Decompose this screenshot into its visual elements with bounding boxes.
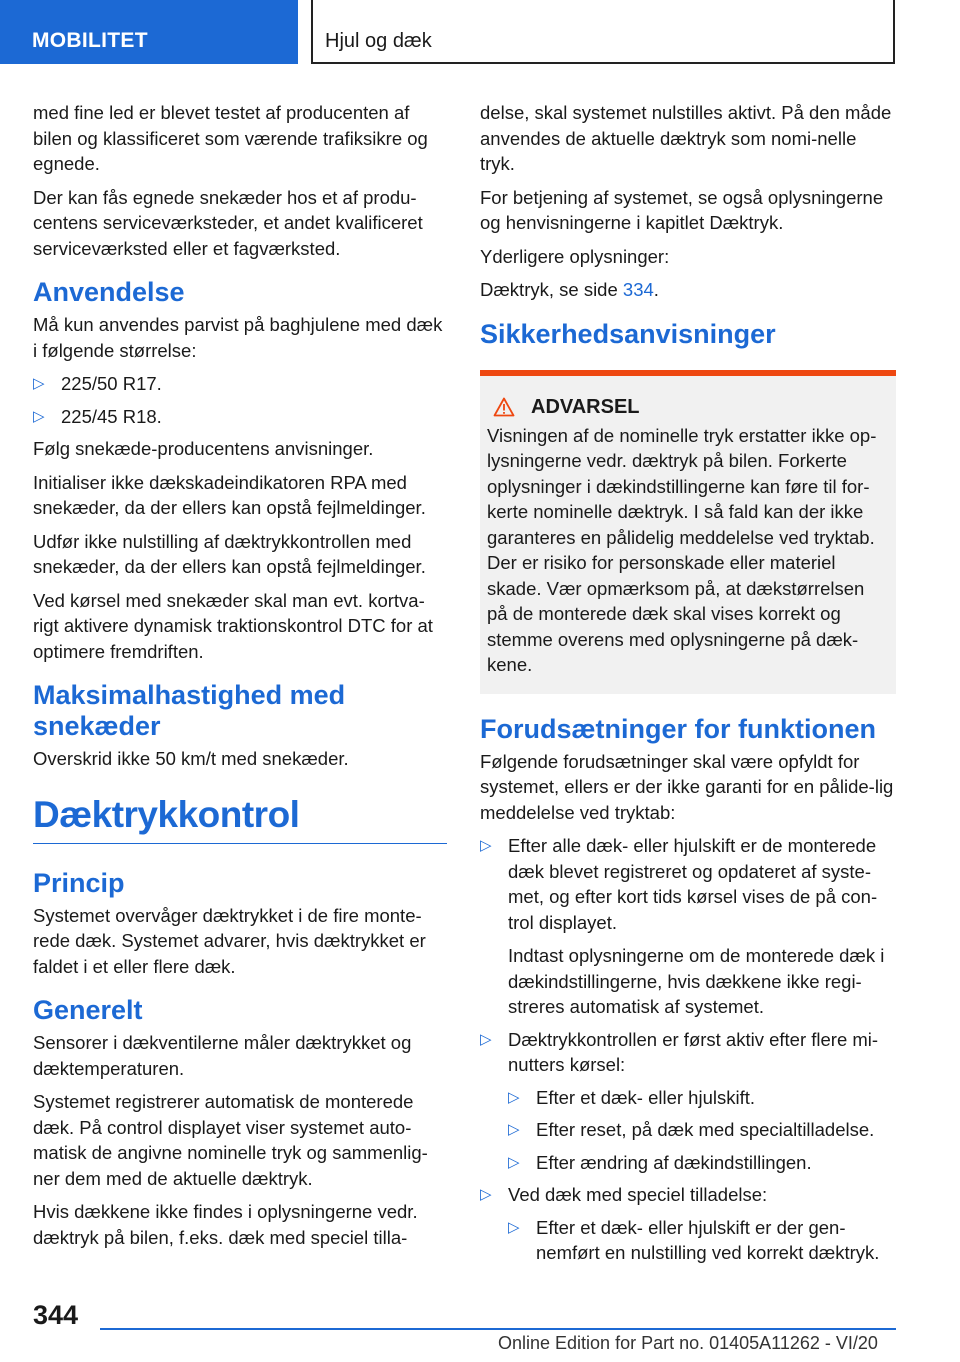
paragraph: Følg snekæde-producentens anvisninger. [33,438,374,459]
heading-generelt: Generelt [33,995,143,1025]
right-column [480,100,896,1273]
paragraph: Overskrid ikke 50 km/t med snekæder. [33,748,349,769]
bullet-triangle-icon: ▷ [508,1153,520,1171]
left-column [33,100,447,1258]
warning-triangle-icon [493,397,515,417]
paragraph: med fine led er blevet testet af producenten af bilen og klassificeret som værende trafiksikre og egnede. [33,102,428,174]
topic-tab: Hjul og dæk [311,0,895,64]
section-tab: MOBILITET [0,0,298,64]
bullet-triangle-icon: ▷ [480,837,492,854]
paragraph: Udfør ikke nulstilling af dæktrykkontrollen med snekæder, da der ellers kan opstå fejlmeldinger. [33,530,426,577]
footer-rule [100,1328,896,1330]
heading-princip: Princip [33,867,125,898]
warning-label: ADVARSEL [531,395,640,418]
paragraph: For betjening af systemet, se også oplysningerne og henvisningerne i kapitlet Dæktryk. [480,186,884,233]
sub-list-item: ▷ Efter et dæk- eller hjulskift. [508,1085,896,1111]
bullet-triangle-icon: ▷ [33,375,45,392]
list-item: ▷ 225/50 R17. [33,371,447,397]
paragraph: Initialiser ikke dækskadeindikatoren RPA med snekæder, da der ellers kan opstå fejlmeldinger. [33,471,426,518]
paragraph: Hvis dækkene ikke findes i oplysningerne vedr. dæktryk på bilen, f.eks. dæk med speciel tilla- [33,1201,418,1248]
paragraph: delse, skal systemet nulstilles aktivt. På den måde anvendes de aktuelle dæktryk som nomi-nelle tryk. [480,102,892,174]
list-item: ▷ 225/45 R18. [33,404,447,430]
heading-maksimalhastighed: Maksimalhastighed med snekæder [33,680,346,741]
paragraph: Systemet registrerer automatisk de monterede dæk. På control displayet viser systemet auto-matisk de angivne nominelle tryk og sammenlig-ner dem med de aktuelle dæktryk. [33,1091,428,1189]
edition-note: Online Edition for Part no. 01405A11262 - VI/20 [498,1333,878,1353]
list-item: ▷ Efter alle dæk- eller hjulskift er de monterede dæk blevet registreret og opdateret af syste-met, og efter kort tids kørsel vises de på con-trol displayet. Indtast oplysningerne om de monterede dæk i dækindstillingerne, hvis dækkene ikke regi-streres automatisk af systemet. [480,833,896,1020]
paragraph: Der kan fås egnede snekæder hos et af produ-centens serviceværksteder, et andet kvalificeret serviceværksted eller et fagværksted. [33,186,423,259]
list-item: ▷ Ved dæk med speciel tilladelse: [480,1182,896,1208]
paragraph: Systemet overvåger dæktrykket i de fire monte-rede dæk. Systemet advarer, hvis dæktrykket er faldet i et eller flere dæk. [33,904,426,977]
heading-anvendelse: Anvendelse [33,277,185,307]
heading-forudsaetninger: Forudsætninger for funktionen [480,713,876,744]
warning-header [487,396,888,419]
sub-list-item: ▷ Efter ændring af dækindstillingen. [508,1150,896,1176]
paragraph: Må kun anvendes parvist på baghjulene med dæk i følgende størrelse: [33,314,443,361]
paragraph: Ved kørsel med snekæder skal man evt. kortva-rigt aktivere dynamisk traktionskontrol DTC for at optimere fremdriften. [33,589,433,662]
page-link[interactable]: 334 [622,279,654,300]
paragraph: Sensorer i dækventilerne måler dæktrykket og dæktemperaturen. [33,1032,412,1079]
bullet-triangle-icon: ▷ [508,1218,520,1236]
list-item: ▷ Dæktrykkontrollen er først aktiv efter flere mi-nutters kørsel: [480,1028,879,1075]
bullet-triangle-icon: ▷ [480,1186,492,1203]
bullet-triangle-icon: ▷ [508,1088,520,1106]
sub-list-item: ▷ Efter et dæk- eller hjulskift er der gen-nemført en nulstilling ved korrekt dæktryk. [508,1216,880,1263]
page-reference: Dæktryk, se side 334. [480,279,659,300]
warning-box [480,370,896,694]
chapter-title: Dæktrykkontrol [33,792,447,844]
bullet-triangle-icon: ▷ [33,407,45,425]
warning-text: Visningen af de nominelle tryk erstatter ikke op-lysningerne vedr. dæktryk på bilen. Forkerte oplysninger i dækindstillingerne kan føre til for-kerte nominelle dæktryk. I så fald kan der ikke garanteres en pålidelig meddelelse ved tryktab. Der er risiko for personskade eller materiel skade. Vær opmærksom på, at dækstørrelsen på de monterede dæk skal vises korrekt og stemme overens med oplysningerne på dæk-kene. [487,424,877,675]
paragraph: Yderligere oplysninger: [480,245,670,267]
bullet-triangle-icon: ▷ [508,1121,520,1138]
sub-list-item: ▷ Efter reset, på dæk med specialtilladelse. [508,1117,896,1143]
list-item-paragraph: Indtast oplysningerne om de monterede dæk i dækindstillingerne, hvis dækkene ikke regi-streres automatisk af systemet. [508,945,885,1017]
page-number: 344 [33,1300,79,1330]
bullet-triangle-icon: ▷ [480,1030,492,1048]
heading-sikkerhedsanvisninger: Sikkerhedsanvisninger [480,318,776,349]
paragraph: Følgende forudsætninger skal være opfyldt for systemet, ellers er der ikke garanti for en pålide-lig meddelelse ved tryktab: [480,750,894,823]
